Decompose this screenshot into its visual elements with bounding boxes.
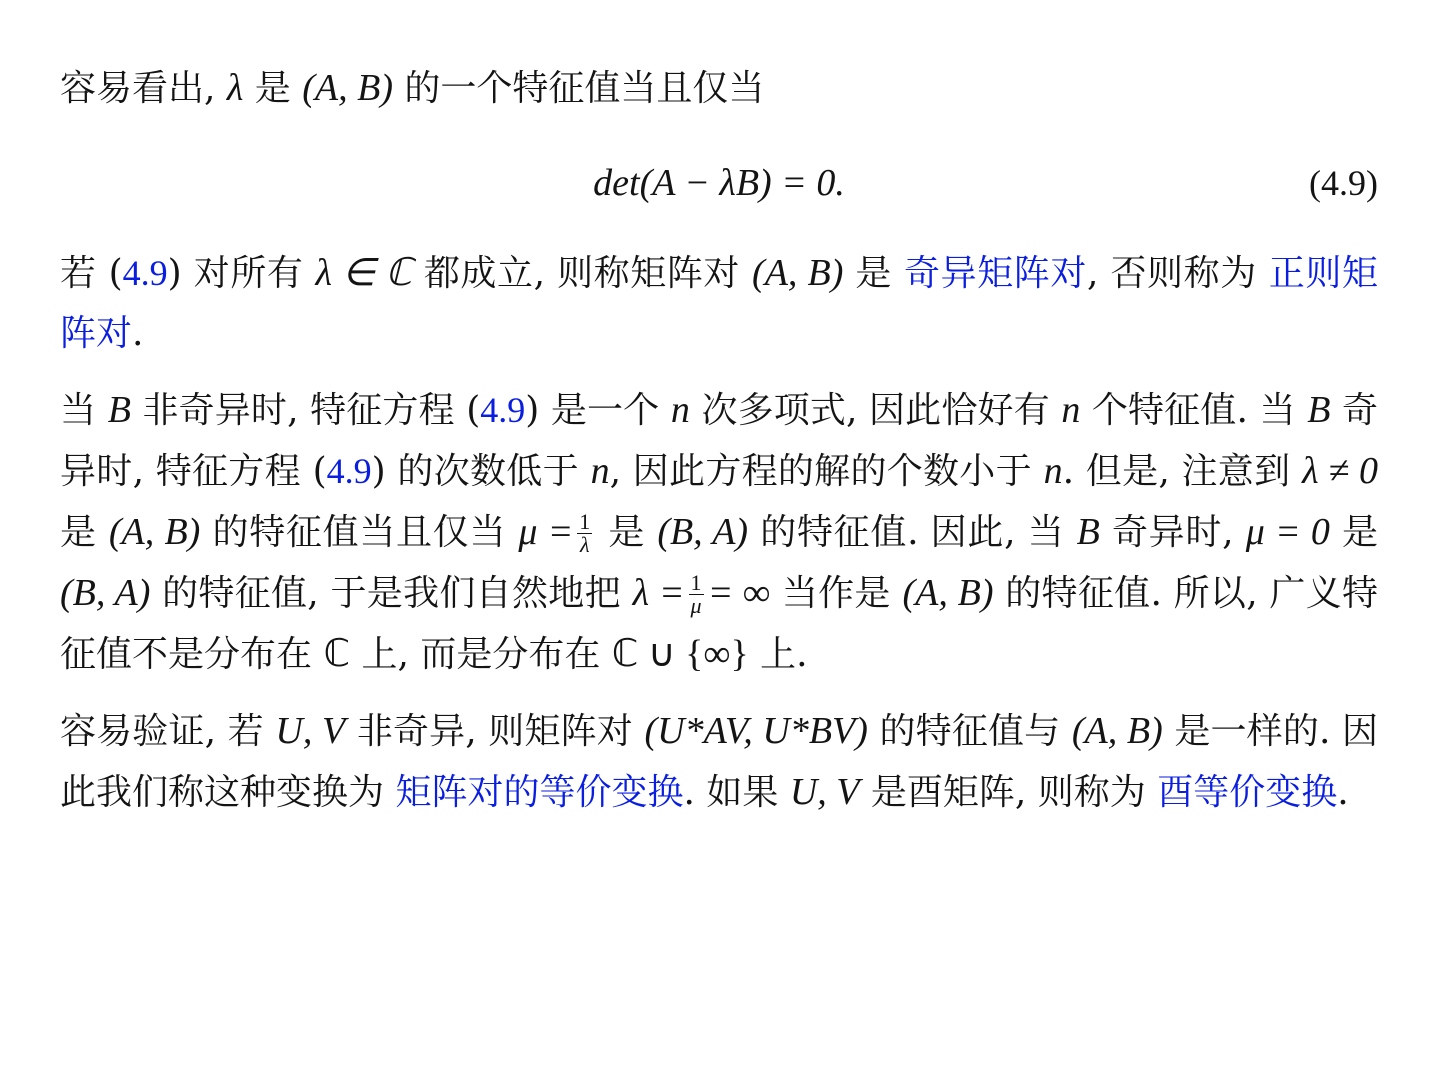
equation-reference-link[interactable]: 4.9 — [326, 451, 372, 491]
math-u-v: U, V — [789, 771, 860, 813]
fraction-numerator: 1 — [579, 508, 591, 534]
text: 奇异时, — [1099, 512, 1246, 553]
math-b: B — [1076, 511, 1100, 553]
text: 都成立, 则称矩阵对 — [411, 253, 753, 294]
math-extended-complex-set: ℂ ∪ {∞} — [611, 633, 749, 675]
math-n: n — [590, 450, 610, 492]
equation-reference-link[interactable]: 4.9 — [480, 390, 526, 430]
term-link-equivalence-transform[interactable]: 矩阵对的等价变换 — [395, 772, 684, 813]
text: 非奇异时, 特征方程 ( — [130, 390, 481, 431]
text: 是一样的. 因此我们称这种变换为 — [60, 711, 1379, 813]
text: . 但是, 注意到 — [1062, 451, 1303, 492]
text: . 如果 — [683, 772, 790, 813]
equation-body: det(A − λB) = 0. — [593, 162, 845, 204]
text: 的特征值, 于是我们自然地把 — [150, 573, 633, 614]
math-lambda-neq-zero: λ ≠ 0 — [1302, 450, 1378, 492]
math-lambda-equals: λ = — [632, 572, 685, 614]
text: . — [1337, 772, 1349, 813]
text: 上, 而是分布在 — [350, 634, 612, 675]
text: 奇异时, 特征方程 ( — [60, 390, 1378, 492]
text: 的一个特征值当且仅当 — [392, 68, 765, 109]
math-pair-ab: (A, B) — [902, 572, 994, 614]
text: 是 — [243, 68, 303, 109]
text: ) 的次数低于 — [371, 451, 591, 492]
text: 非奇异, 则矩阵对 — [345, 711, 645, 752]
text: 是 — [60, 512, 109, 553]
text: ) 是一个 — [525, 390, 671, 431]
text: 容易看出, — [60, 68, 227, 109]
text: 若 ( — [60, 253, 123, 294]
math-pair-ab: (A, B) — [108, 511, 201, 553]
text: 次多项式, 因此恰好有 — [689, 390, 1062, 431]
equation-reference-link[interactable]: 4.9 — [122, 253, 168, 293]
math-pair-ba: (B, A) — [657, 511, 749, 553]
text: 当作是 — [770, 573, 903, 614]
math-u-v: U, V — [275, 710, 346, 752]
fraction-one-over-lambda — [577, 508, 592, 557]
math-pair-ab: (A, B) — [752, 252, 844, 294]
math-mu-equals: μ = — [518, 511, 574, 553]
text: 的特征值. 因此, 当 — [748, 512, 1077, 553]
text: , 否则称为 — [1086, 253, 1269, 294]
text: 当 — [60, 390, 108, 431]
text: 是 — [843, 253, 905, 294]
math-transformed-pair: (U*AV, U*BV) — [644, 710, 868, 752]
math-pair-ab: (A, B) — [302, 67, 393, 109]
equation-number: (4.9) — [1309, 163, 1378, 203]
text: , 因此方程的解的个数小于 — [609, 451, 1044, 492]
text: 上. — [748, 634, 808, 675]
math-complex-set: ℂ — [323, 633, 350, 675]
fraction-numerator: 1 — [690, 569, 702, 595]
text: 容易验证, 若 — [60, 711, 276, 752]
math-n: n — [1043, 450, 1063, 492]
paragraph-2 — [60, 243, 1378, 364]
text: 个特征值. 当 — [1080, 390, 1308, 431]
text: ) 对所有 — [167, 253, 316, 294]
fraction-one-over-mu — [689, 569, 704, 618]
text: 是酉矩阵, 则称为 — [859, 772, 1158, 813]
math-b: B — [1307, 389, 1331, 431]
text: 的特征值. 所以, 广义特征值不是分布在 — [60, 573, 1379, 675]
math-mu-zero: μ = 0 — [1245, 511, 1330, 553]
math-n: n — [1061, 389, 1081, 431]
math-pair-ab: (A, B) — [1071, 710, 1163, 752]
fraction-denominator: λ — [580, 531, 590, 557]
term-link-regular-pencil[interactable]: 正则矩阵对 — [60, 253, 1379, 354]
fraction-denominator: μ — [690, 592, 702, 618]
math-n: n — [670, 389, 690, 431]
display-equation — [60, 133, 1378, 233]
math-equals-infinity: = ∞ — [707, 572, 771, 614]
text: 是 — [596, 512, 658, 553]
math-b: B — [107, 389, 131, 431]
math-lambda-in-c: λ ∈ ℂ — [315, 252, 412, 294]
paragraph-1 — [60, 58, 1378, 119]
text: . — [132, 313, 144, 354]
term-link-singular-pencil[interactable]: 奇异矩阵对 — [904, 253, 1087, 294]
term-link-unitary-equivalence[interactable]: 酉等价变换 — [1157, 772, 1338, 813]
text: 是 — [1329, 512, 1379, 553]
math-lambda: λ — [226, 67, 244, 109]
math-pair-ba: (B, A) — [60, 572, 151, 614]
text: 的特征值与 — [867, 711, 1072, 752]
paragraph-4 — [60, 701, 1378, 823]
paragraph-3 — [60, 380, 1378, 685]
text: 的特征值当且仅当 — [200, 512, 519, 553]
